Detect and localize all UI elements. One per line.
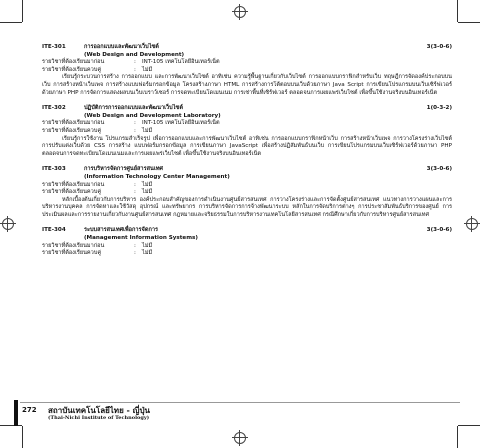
corequisite-label: รายวิชาที่ต้องเรียนควบคู่ [42, 189, 102, 196]
institute-name-en: (Thai-Nichi Institute of Technology) [48, 415, 150, 421]
colon: : [134, 250, 136, 257]
corequisite-value: ไม่มี [142, 127, 153, 134]
course-heading [42, 44, 452, 52]
course-code: ITE-303 [42, 166, 66, 173]
colon: : [134, 59, 136, 66]
footer-divider [20, 402, 460, 403]
prerequisite-value: ไม่มี [142, 242, 153, 249]
crop-mark [0, 22, 22, 23]
prerequisite-value: ไม่มี [142, 181, 153, 188]
corequisite-row [42, 189, 452, 197]
prerequisite-label: รายวิชาที่ต้องเรียนมาก่อน [42, 181, 105, 188]
corequisite-value: ไม่มี [142, 189, 153, 196]
footer-bar [14, 400, 18, 426]
registration-mark-icon [466, 218, 478, 230]
institute-name-th: สถาบันเทคโนโลยีไทย - ญี่ปุ่น [48, 405, 151, 415]
course-heading [42, 227, 452, 235]
prerequisite-row [42, 59, 452, 67]
course-description: หลักเบื้องต้นเกี่ยวกับการบริหาร องค์ประกอบสำคัญของการดำเนินงานศูนย์สารสนเทศ การวางโครงร่างและการจัดตั้งศูนย์สารสนเทศ แนวทางการวางแผนและการบริหารงานบุคคล การจัดหาและใช้วัสดุ อุปกรณ์ และทรัพยากร การบริหารจัดการการจ้างพัฒนาระบบ หลักในการจัดบริการต่างๆ การประชาสัมพันธ์บริการของศูนย์ การประเมินผลและการรายงานเกี่ยวกับงานศูนย์สารสนเทศ กฎหมายและจริยธรรมในการบริหารงานเทคโนโลยีสารสนเทศ กรณีศึกษาเกี่ยวกับการบริหารศูนย์สารสนเทศ [42, 196, 452, 218]
crop-mark [458, 22, 480, 23]
prerequisite-label: รายวิชาที่ต้องเรียนมาก่อน [42, 59, 105, 66]
course-list [42, 44, 452, 266]
course-name-th: ปฏิบัติการการออกแบบและพัฒนาเว็บไซต์ [84, 105, 183, 112]
corequisite-row [42, 128, 452, 136]
prerequisite-row [42, 120, 452, 128]
corequisite-label: รายวิชาที่ต้องเรียนควบคู่ [42, 127, 102, 134]
registration-mark-icon [234, 6, 246, 18]
course-name-en: (Management Information Systems) [84, 235, 198, 242]
registration-mark-icon [2, 218, 14, 230]
corequisite-value: ไม่มี [142, 66, 153, 73]
page-number: 272 [22, 406, 37, 414]
colon: : [134, 120, 136, 127]
corequisite-row [42, 250, 452, 258]
course-heading [42, 166, 452, 174]
course-name-th: ระบบสารสนเทศเพื่อการจัดการ [84, 227, 158, 234]
course-name-th: การบริหารจัดการศูนย์สารสนเทศ [84, 166, 163, 173]
prerequisite-label: รายวิชาที่ต้องเรียนมาก่อน [42, 120, 105, 127]
course-heading [42, 105, 452, 113]
colon: : [134, 189, 136, 196]
crop-mark [457, 426, 458, 448]
course-credits: 1(0-3-2) [426, 105, 452, 112]
colon: : [134, 181, 136, 188]
course-entry [42, 105, 452, 158]
prerequisite-row [42, 243, 452, 251]
course-credits: 3(3-0-6) [426, 166, 452, 173]
prerequisite-value: INT-105 เทคโนโลยีอินเทอร์เน็ต [142, 59, 220, 66]
prerequisite-value: INT-105 เทคโนโลยีอินเทอร์เน็ต [142, 120, 220, 127]
course-entry [42, 166, 452, 219]
registration-mark-icon [234, 432, 246, 444]
course-code: ITE-302 [42, 105, 66, 112]
corequisite-label: รายวิชาที่ต้องเรียนควบคู่ [42, 250, 102, 257]
colon: : [134, 66, 136, 73]
course-name-th: การออกแบบและพัฒนาเว็บไซต์ [84, 44, 159, 50]
colon: : [134, 127, 136, 134]
course-entry [42, 227, 452, 257]
corequisite-label: รายวิชาที่ต้องเรียนควบคู่ [42, 66, 102, 73]
corequisite-value: ไม่มี [142, 250, 153, 257]
crop-mark [457, 0, 458, 22]
course-name-en: (Web Design and Development Laboratory) [84, 112, 221, 119]
prerequisite-row [42, 182, 452, 190]
course-code: ITE-304 [42, 227, 66, 234]
course-name-en: (Information Technology Center Management) [84, 173, 230, 180]
page-footer [0, 400, 480, 426]
course-description: เรียนรู้การใช้งาน โปรแกรมสำเร็จรูป เพื่อการออกแบบและการพัฒนาเว็บไซต์ อาทิเช่น การออกแบบกราฟิกหน้าเว็บ การสร้างหน้าเว็บเพจ การวางโครงร่างเว็บไซต์ การปรับแต่งเว็บด้วย CSS การสร้าง แบบฟอร์มกรอกข้อมูล การเขียนภาษา JavaScript เพื่อสร้างปฏิสัมพันธ์บนเว็บ การเขียนโปรแกรมบนเว็บเซิร์ฟเวอร์ด้วยภาษา PHP ตลอดจนการจดทะเบียนโดเมนเนมและการเผยแพร่เว็บไซต์ เพื่อขึ้นใช้งานจริงบนอินเทอร์เน็ต [42, 135, 452, 157]
course-description: เรียนรู้กระบวนการสร้าง การออกแบบ และการพัฒนาเว็บไซต์ อาทิเช่น ความรู้พื้นฐานเกี่ยวกับเว็บไซต์ การออกแบบกราฟิกสำหรับเว็บ ทฤษฎีการจัดองค์ประกอบบนเว็บ การสร้างหน้าเว็บเพจ การสร้างแบบฟอร์มกรอกข้อมูล โครงสร้างภาษา HTML การสร้างการโต้ตอบบนเว็บด้วยภาษา Java Script การเขียนโปรแกรมบนเว็บเซิร์ฟเวอร์ด้วยภาษา PHP การจัดการแสดงผลบนเว็บเบราว์เซอร์ การจดทะเบียนโดเมนเนม การเช่าพื้นที่เซิร์ฟเวอร์ ตลอดจนการเผยแพร่เว็บไซต์ เพื่อขึ้นใช้งานจริงบนอินเทอร์เน็ต [42, 74, 452, 96]
course-name-en: (Web Design and Development) [84, 51, 185, 58]
colon: : [134, 242, 136, 249]
course-entry [42, 44, 452, 97]
crop-mark [22, 0, 23, 22]
prerequisite-label: รายวิชาที่ต้องเรียนมาก่อน [42, 242, 105, 249]
crop-mark [22, 426, 23, 448]
course-credits: 3(3-0-6) [426, 44, 452, 50]
course-credits: 3(3-0-6) [426, 227, 452, 234]
course-code: ITE-301 [42, 44, 66, 50]
